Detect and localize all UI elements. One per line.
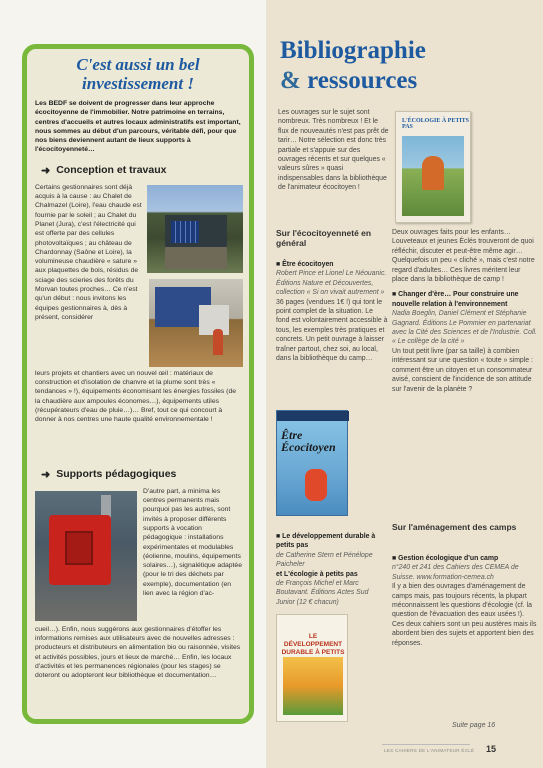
bibliography-title: Bibliographie & ressources [280,37,426,94]
investment-box [22,44,254,724]
section-title: Supports pédagogiques [56,468,177,481]
book-entry-petits-pas: ■ Le développement durable à petits pas de Catherine Stern et Pénélope Paicheler et L'écologie à petits pas de François Michel et Marc Boutavant. Éditions Actes Sud Junior (12 € chacun) [276,533,376,606]
conception-text-continued: leurs projets et chantiers avec un nouvel œil : matériaux de construction et d'isolation de chanvre et la plume sont très « tendances » !), équipements économisant les énergies fossiles (de la chaudière aux ampoules économes…), équipements utiles (récupérateurs d'eau de pluie…)… Bref, tout ce qui concourt à donner à nos centres une haute qualité environnementale ! [35,369,236,424]
book-cover-developpement-durable: LE DÉVELOPPEMENT DURABLE À PETITS [276,614,348,722]
book-cover-etre-ecocitoyen: Être Écocitoyen [276,410,348,516]
pedagogic-text: D'autre part, a minima les centres permanents mais pourquoi pas les autres, sont invités à proposer différents supports à vocation pédagogique : installations expérimentales et modulables (éolienne, moulins, équipements solaires…), signalétique adaptée (pour le tri des déchets par exemple), documentation (en lien avec la région d'ac- [143,487,242,598]
book-entry-etre-ecocitoyen: ■ Être écocitoyen Robert Pince et Lionel Le Néouanic. Éditions Nature et Découvertes, collection « Si on vivait autrement » 36 pages (vendues 1€ !) qui tont le point complet de la situation. Le fond est volontairement accessible à tous, les exemples très pratiques et concrets. Un petit ouvrage à laisser traîner partout, chez soi, au local, dans la bibliothèque du camp… [276,261,388,363]
square-bullet-icon: ■ [276,533,281,540]
square-bullet-icon: ■ [392,555,397,562]
footer-divider [382,744,470,745]
boiler-photo [35,491,137,621]
box-intro: Les BEDF se doivent de progresser dans leur approche écocitoyenne de l'immobilier. Notre patrimoine en terrains, centres d'accueils et autres locaux administratifs est important, nous sommes au début d'un parcours, véritable défi, pour que nos biens deviennent autant de lieux supports à l'écocitoyenneté… [35,100,241,154]
pedagogic-block [35,487,241,701]
conception-text: Certains gestionnaires sont déjà acquis à la cause : au Chalet de Chalmazel (Loire), l'eau chaude est fournie par le soleil ; au Chalet du Planet (Jura), c'est l'électricité qui est offerte par des cellules photovoltaïques ; au château de Chardonnay (Saône et Loire), la volumineuse chaudière « sature » aux plaquettes de bois, résidus de sciage des scieries des forêts du Morvan toutes proches… Ce n'est qu'un début : nous invitons les équipes gestionnaires à, dès à présent, considérer [35,183,142,321]
section-heading-conception [41,164,243,177]
section-title: Conception et travaux [56,164,167,177]
page-number: 15 [486,744,497,754]
section-heading-camps: Sur l'aménagement des camps [392,522,517,532]
book-cover-ecologie: L'ÉCOLOGIE À PETITS PAS [395,111,471,223]
section-heading-general: Sur l'écocitoyenneté en général [276,228,372,248]
footer-publication: LES CAHIERS DE L'ANIMATEUR ÉCLÉ [384,748,475,753]
square-bullet-icon: ■ [276,261,281,268]
arrow-right-icon: ➜ [41,468,51,481]
pedagogic-text-continued: cueil…). Enfin, nous suggérons aux gestionnaires d'étoffer les informations remises aux utilisateurs avec de nouvelles adresses : producteurs et distributeurs en alimentation bio ou raisonnée, visites et activités possibles, jours et lieux de marché… Enfin, les locaux d'activités et les permanences régionales (pour les stages) se doteront ou adopteront leur bibliothèque et documentation… [35,625,241,680]
box-title: C'est aussi un bel investissement ! [76,55,200,93]
square-bullet-icon: ■ [392,291,397,299]
bibliography-column-two: Deux ouvrages faits pour les enfants… Louveteaux et jeunes Éclés trouveront de quoi réfléchir, discuter et peut-être même agir… Quelquefois un peu « cliché », mais c'est notre regard d'adultes… Ces livres méritent leur place dans la bibliothèque de camp ! ■ Changer d'ère… Pour construire une nouvelle relation à l'environnement Nadia Boeglin, Daniel Clément et Stéphanie Gagnard. Éditions Le Pommier en partenariat avec la Cité des Sciences et de l'Industrie. Coll. « Le collège de la cité » Un tout petit livre (par sa taille) à combien intéressant sur une question « toute » simple : comment être un citoyen et un consommateur avisé, conscient de l'incidence de son attitude sur l'avenir de la planète ? [392,229,537,393]
solar-chalet-photo [147,185,243,273]
bibliography-intro: Les ouvrages sur le sujet sont nombreux. Très nombreux ! Et le flux de nouveautés n'est pas prêt de tarir… Notre sélection est donc très partiale et s'appuie sur des ouvrages récents et sur quelques « valeurs sûres » quasi indispensables dans la bibliothèque de l'animateur écocitoyen ! [278,109,389,192]
wood-chips-truck-photo [149,279,243,367]
section-heading-pedagogic [41,468,243,481]
kids-books-text: Deux ouvrages faits pour les enfants… Louveteaux et jeunes Éclés trouveront de quoi réfléchir, discuter et peut-être même agir… Quelquefois un peu « cliché », mais c'est notre regard d'adultes… Ces livres méritent leur place dans la bibliothèque de camp ! [392,229,535,284]
conception-block [35,183,241,459]
book-entry-gestion-camp: ■ Gestion écologique d'un camp n°240 et 241 des Cahiers des CEMEA de Suisse. www.formation-cemea.ch Il y a bien des ouvrages d'aménagement de camps mais, pas toujours récents, la plupart méconnaissent les questions d'écologie (cf. la question de l'évacuation des eaux usées !). Ces deux cahiers sont un peu austères mais ils abordent bien des sujets et apportent bien des réponses. [392,555,537,647]
continued-on-page: Suite page 16 [452,722,496,729]
arrow-right-icon: ➜ [41,164,51,177]
